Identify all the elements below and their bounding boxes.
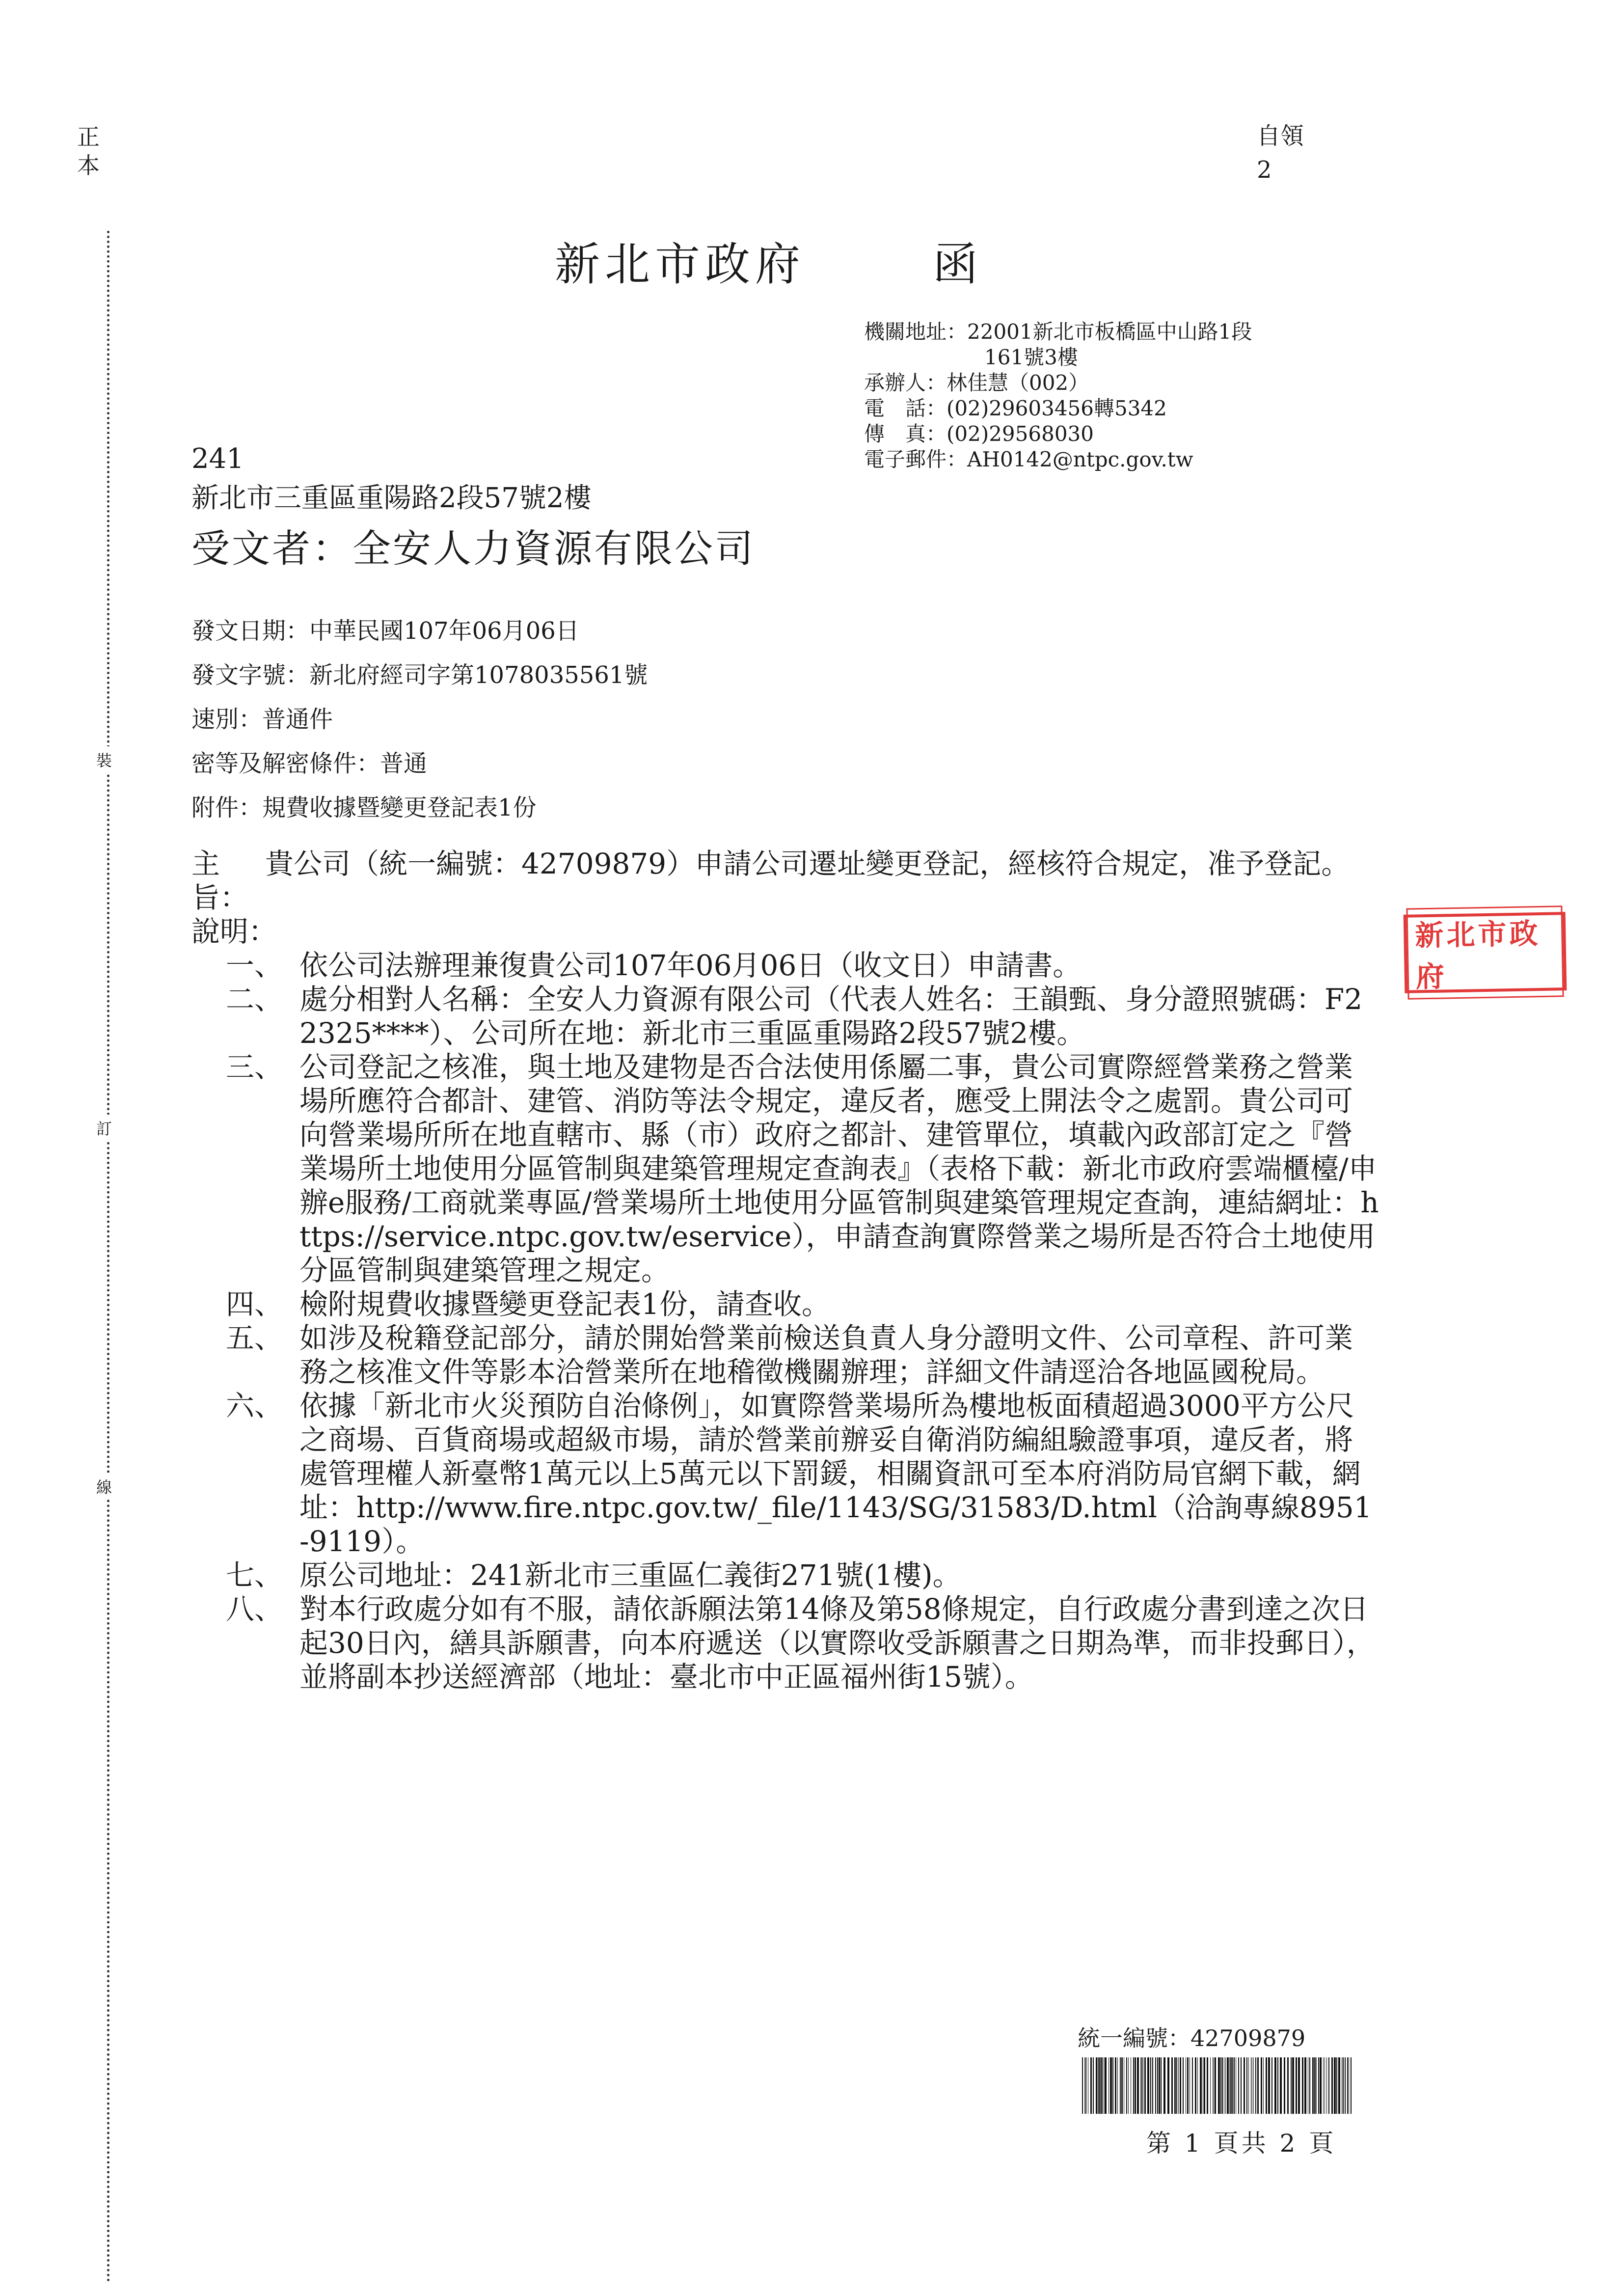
barcode-bar: [1187, 2057, 1189, 2114]
barcode-bar: [1144, 2057, 1146, 2114]
barcode-bar: [1207, 2057, 1208, 2114]
barcode-bar: [1227, 2057, 1229, 2114]
barcode-bar: [1183, 2057, 1184, 2114]
barcode-bar: [1284, 2057, 1285, 2114]
barcode-bar: [1085, 2057, 1086, 2114]
barcode-bar: [1115, 2057, 1116, 2114]
recipient-address: 新北市三重區重陽路2段57號2樓: [191, 482, 592, 514]
barcode-bar: [1234, 2057, 1235, 2114]
barcode-bar: [1277, 2057, 1278, 2114]
barcode-bar: [1218, 2057, 1220, 2114]
barcode-bar: [1318, 2057, 1319, 2114]
barcode-bar: [1225, 2057, 1226, 2114]
copy-type-char-2: 本: [77, 152, 100, 179]
barcode-bar: [1253, 2057, 1254, 2114]
barcode-bar: [1271, 2057, 1272, 2114]
explanation-item-text: 對本行政處分如有不服，請依訴願法第14條及第58條規定，自行政處分書到達之次日起30日內，繕具訴願書，向本府遞送（以實際收受訴願書之日期為準，而非投郵日），並將副本抄送經濟部（地址：臺北市中正區福州街15號）。: [299, 1592, 1375, 1694]
explanation-item: [191, 1050, 1380, 1287]
barcode-bar: [1257, 2057, 1259, 2114]
barcode-bar: [1150, 2057, 1151, 2114]
recipient-postal-code: 241: [191, 443, 244, 475]
contact-phone: 電 話：(02)29603456轉5342: [864, 396, 1167, 420]
explanation-item-text: 依據「新北市火災預防自治條例」，如實際營業場所為樓地板面積超過3000平方公尺之商場、百貨商場或超級市場，請於營業前辦妥自衛消防編組驗證事項，違反者，將處管理權人新臺幣1萬元以上5萬元以下罰鍰，相關資訊可至本府消防局官網下載，網址：http://www.fire.ntpc.gov.tw/_file/1143/SG/31583/D.html（洽詢專線8951-9119）。: [299, 1389, 1372, 1558]
barcode-bar: [1176, 2057, 1177, 2114]
barcode-bar: [1244, 2057, 1245, 2114]
barcode-bar: [1120, 2057, 1121, 2114]
barcode-bar: [1334, 2057, 1336, 2114]
barcode-bar: [1215, 2057, 1216, 2114]
document-title: [555, 228, 983, 293]
barcode-bar: [1320, 2057, 1322, 2114]
barcode-bar: [1304, 2057, 1306, 2114]
barcode-bar: [1192, 2057, 1193, 2114]
barcode-bar: [1230, 2057, 1232, 2114]
explanation-item: [191, 1389, 1380, 1558]
contact-address-label: 機關地址：: [864, 320, 968, 344]
barcode-bar: [1140, 2057, 1141, 2114]
issuing-org: 新北市政府: [555, 238, 806, 291]
barcode-bar: [1099, 2057, 1101, 2114]
barcode-bar: [1292, 2057, 1294, 2114]
barcode-bar: [1280, 2057, 1282, 2114]
barcode-bar: [1135, 2057, 1136, 2114]
barcode-bar: [1255, 2057, 1256, 2114]
explanation-item-number: 四、: [226, 1287, 283, 1321]
barcode-bar: [1296, 2057, 1297, 2114]
barcode-bar: [1195, 2057, 1196, 2114]
barcode-bar: [1200, 2057, 1202, 2114]
barcode-bar: [1204, 2057, 1205, 2114]
barcode-bar: [1167, 2057, 1169, 2114]
explanation-list: [191, 949, 1380, 1694]
barcode-bar: [1336, 2057, 1337, 2114]
barcode-bar: [1238, 2057, 1239, 2114]
explanation-item-number: 五、: [226, 1321, 283, 1355]
barcode: [1080, 2057, 1355, 2114]
document-meta: [191, 609, 648, 830]
barcode-bar: [1174, 2057, 1176, 2114]
barcode-bar: [1105, 2057, 1107, 2114]
barcode-bar: [1161, 2057, 1162, 2114]
security-level: 密等及解密條件：普通: [191, 750, 428, 777]
barcode-bar: [1314, 2057, 1316, 2114]
barcode-bar: [1248, 2057, 1249, 2114]
explanation-item-number: 三、: [226, 1050, 283, 1084]
contact-block: [864, 319, 1252, 472]
barcode-bar: [1312, 2057, 1314, 2114]
document-number: 發文字號：新北府經司字第1078035561號: [191, 661, 648, 689]
barcode-bar: [1263, 2057, 1264, 2114]
barcode-bar: [1309, 2057, 1310, 2114]
barcode-bar: [1274, 2057, 1276, 2114]
barcode-bar: [1291, 2057, 1292, 2114]
barcode-bar: [1232, 2057, 1233, 2114]
binding-mark-zhuang: 裝: [96, 746, 112, 773]
barcode-bar: [1157, 2057, 1158, 2114]
barcode-bar: [1112, 2057, 1113, 2114]
barcode-bar: [1133, 2057, 1134, 2114]
explanation-item: [191, 1592, 1380, 1694]
barcode-bar: [1266, 2057, 1267, 2114]
barcode-bar: [1197, 2057, 1198, 2114]
official-seal: [1404, 912, 1567, 993]
barcode-bar: [1351, 2057, 1352, 2114]
barcode-bar: [1229, 2057, 1230, 2114]
barcode-bar: [1141, 2057, 1142, 2114]
barcode-bar: [1316, 2057, 1317, 2114]
barcode-bar: [1345, 2057, 1346, 2114]
barcode-bar: [1084, 2057, 1085, 2114]
barcode-bar: [1126, 2057, 1127, 2114]
barcode-bar: [1093, 2057, 1094, 2114]
attachment: 附件：規費收據暨變更登記表1份: [191, 794, 537, 821]
issue-date: 發文日期：中華民國107年06月06日: [191, 617, 579, 645]
explanation-item-number: 六、: [226, 1389, 283, 1422]
copy-type-char-1: 正: [77, 124, 100, 150]
barcode-bar: [1159, 2057, 1160, 2114]
contact-fax: 傳 真：(02)29568030: [864, 422, 1094, 446]
document-body: [191, 847, 1380, 1694]
subject-lead: 主旨：: [191, 847, 249, 914]
barcode-bar: [1096, 2057, 1097, 2114]
explanation-item-text: 原公司地址：241新北市三重區仁義街271號(1樓)。: [299, 1558, 961, 1592]
explanation-item-text: 公司登記之核准，與土地及建物是否合法使用係屬二事，貴公司實際經營業務之營業場所應符合都計、建管、消防等法令規定，違反者，應受上開法令之處罰。貴公司可向營業場所所在地直轄市、縣（市）政府之都計、建管單位，填載內政部訂定之『營業場所土地使用分區管制與建築管理規定查詢表』（表格下載：新北市政府雲端櫃檯/申辦e服務/工商就業專區/營業場所土地使用分區管制與建築管理規定查詢，連結網址：https://service.ntpc.gov.tw/eservice），申請查詢實際營業之場所是否符合土地使用分區管制與建築管理之規定。: [299, 1050, 1379, 1287]
barcode-bar: [1210, 2057, 1211, 2114]
explanation-item-number: 一、: [226, 949, 283, 982]
barcode-bar: [1121, 2057, 1123, 2114]
barcode-bar: [1220, 2057, 1221, 2114]
contact-address-line1: 22001新北市板橋區中山路1段: [967, 320, 1252, 344]
barcode-bar: [1298, 2057, 1300, 2114]
explanation-item: [191, 1558, 1380, 1592]
barcode-bar: [1171, 2057, 1173, 2114]
barcode-bar: [1241, 2057, 1242, 2114]
barcode-bar: [1090, 2057, 1092, 2114]
explanation-item: [191, 983, 1380, 1050]
binding-mark-xian: 線: [96, 1473, 112, 1500]
explanation-item-text: 依公司法辦理兼復貴公司107年06月06日（收文日）申請書。: [299, 949, 1082, 982]
explanation-item: [191, 949, 1380, 983]
barcode-bar: [1323, 2057, 1324, 2114]
barcode-bar: [1147, 2057, 1149, 2114]
delivery-speed: 速別：普通件: [191, 706, 333, 733]
page-number: 第 1 頁共 2 頁: [1146, 2129, 1337, 2158]
binding-mark-ding: 訂: [96, 1115, 112, 1141]
barcode-bar: [1180, 2057, 1181, 2114]
barcode-bar: [1098, 2057, 1099, 2114]
contact-address: [864, 319, 1252, 345]
contact-address-line2: 161號3樓: [984, 345, 1078, 369]
explanation-item-number: 二、: [226, 983, 283, 1016]
delivery-label: 自領: [1257, 122, 1304, 150]
barcode-bar: [1343, 2057, 1344, 2114]
unified-number: 統一編號：42709879: [1078, 2025, 1306, 2051]
delivery-number: 2: [1257, 156, 1272, 184]
barcode-bar: [1110, 2057, 1112, 2114]
explanation-item-number: 八、: [226, 1592, 283, 1626]
barcode-bar: [1152, 2057, 1153, 2114]
recipient-name: 受文者：全安人力資源有限公司: [191, 527, 756, 571]
barcode-bar: [1178, 2057, 1179, 2114]
document-type: 函: [933, 238, 983, 291]
subject: [191, 847, 1380, 915]
barcode-bar: [1302, 2057, 1303, 2114]
barcode-bar: [1338, 2057, 1340, 2114]
barcode-bar: [1155, 2057, 1156, 2114]
explanation-item-text: 如涉及稅籍登記部分，請於開始營業前檢送負責人身分證明文件、公司章程、許可業務之核准文件等影本洽營業所在地稽徵機關辦理；詳細文件請逕洽各地區國稅局。: [299, 1321, 1353, 1389]
barcode-bar: [1268, 2057, 1270, 2114]
subject-text: 貴公司（統一編號：42709879）申請公司遷址變更登記，經核符合規定，准予登記。: [265, 847, 1350, 880]
barcode-bar: [1082, 2057, 1083, 2114]
seal-text: 新北市政府: [1406, 905, 1564, 1000]
explanation-item: [191, 1321, 1380, 1389]
barcode-bar: [1128, 2057, 1129, 2114]
barcode-bar: [1222, 2057, 1223, 2114]
barcode-bar: [1137, 2057, 1139, 2114]
barcode-bar: [1246, 2057, 1247, 2114]
explanation-item-text: 檢附規費收據暨變更登記表1份，請查收。: [299, 1287, 830, 1321]
contact-officer: 承辦人：林佳慧（002）: [864, 371, 1089, 395]
explanation-heading: 說明：: [191, 915, 277, 948]
contact-email: 電子郵件：AH0142@ntpc.gov.tw: [864, 447, 1193, 471]
barcode-bar: [1331, 2057, 1333, 2114]
barcode-bar: [1101, 2057, 1103, 2114]
binding-line: [107, 231, 109, 2283]
explanation-item: [191, 1287, 1380, 1321]
barcode-bar: [1163, 2057, 1165, 2114]
barcode-bar: [1117, 2057, 1118, 2114]
barcode-bar: [1328, 2057, 1329, 2114]
copy-type-label: [74, 123, 103, 180]
barcode-bar: [1326, 2057, 1327, 2114]
barcode-bar: [1287, 2057, 1289, 2114]
explanation-item-text: 處分相對人名稱：全安人力資源有限公司（代表人姓名：王韻甄、身分證照號碼：F22325****）、公司所在地：新北市三重區重陽路2段57號2樓。: [299, 983, 1363, 1050]
barcode-bar: [1261, 2057, 1262, 2114]
barcode-bar: [1347, 2057, 1348, 2114]
explanation-item-number: 七、: [226, 1558, 283, 1592]
